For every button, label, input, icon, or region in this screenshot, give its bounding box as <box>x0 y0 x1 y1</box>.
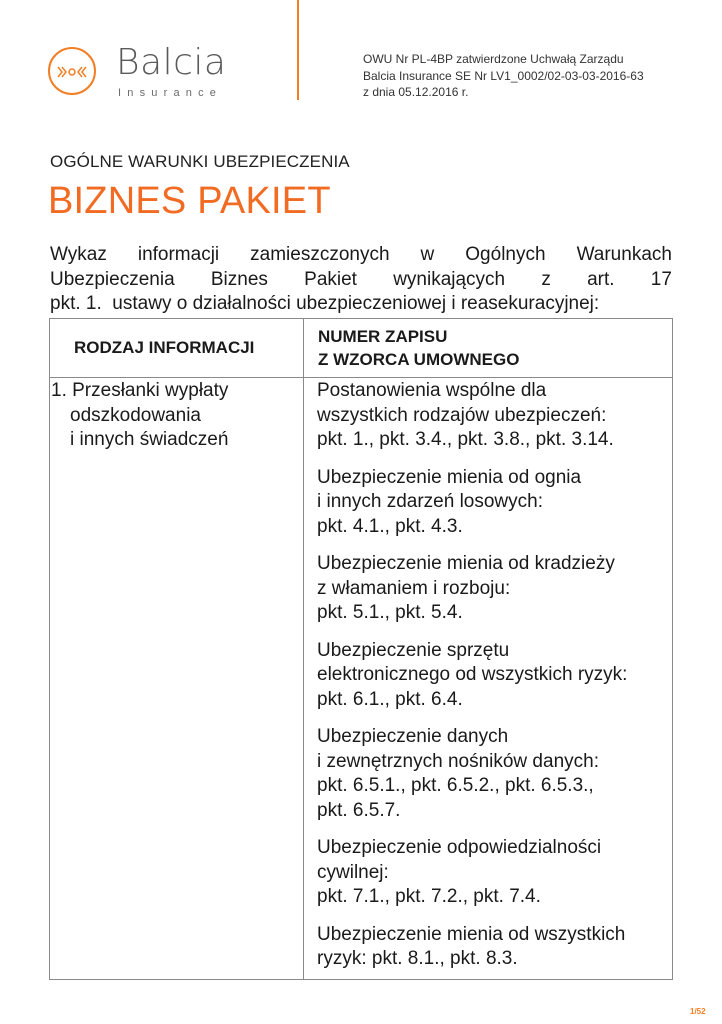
column-header-record-number <box>318 325 519 371</box>
provision-group <box>317 923 667 972</box>
intro-word: zamieszczonych <box>250 244 390 265</box>
group-line: pkt. 7.1., pkt. 7.2., pkt. 7.4. <box>317 886 541 907</box>
intro-word: z <box>541 268 551 290</box>
group-line: pkt. 4.1., pkt. 4.3. <box>317 515 463 537</box>
logo-wordmark: Balcia <box>116 42 227 83</box>
logo-emblem-icon <box>48 47 96 95</box>
header-line: NUMER ZAPISU <box>318 327 448 346</box>
header-line: Z WZORCA UMOWNEGO <box>318 350 520 369</box>
intro-word: art. <box>587 268 615 290</box>
provision-group <box>317 379 667 453</box>
logo-subtitle: Insurance <box>118 87 223 99</box>
group-line: Ubezpieczenie mienia od kradzieży <box>317 553 615 574</box>
group-line: z włamaniem i rozboju: <box>317 577 511 599</box>
intro-line <box>50 243 672 268</box>
approval-line: Balcia Insurance SE Nr LV1_0002/02-03-03-2016-63 <box>363 68 644 83</box>
group-line: cywilnej: <box>317 861 389 883</box>
group-line: i zewnętrznych nośników danych: <box>317 750 599 772</box>
document-title: BIZNES PAKIET <box>48 180 331 222</box>
intro-paragraph <box>50 243 672 317</box>
provision-group <box>317 466 667 540</box>
group-line: pkt. 6.5.7. <box>317 799 401 821</box>
intro-word: Warunkach <box>576 244 672 265</box>
cell-line: i innych świadczeń <box>70 429 229 450</box>
group-line: pkt. 6.5.1., pkt. 6.5.2., pkt. 6.5.3., <box>317 775 594 796</box>
page-number: 1/52 <box>690 1007 706 1016</box>
intro-word: Biznes <box>210 268 268 290</box>
provision-group <box>317 725 667 823</box>
group-line: elektronicznego od wszystkich ryzyk: <box>317 664 628 685</box>
header-divider <box>297 0 299 100</box>
group-line: wszystkich rodzajów ubezpieczeń: <box>317 404 607 426</box>
provision-group <box>317 836 667 910</box>
provision-group <box>317 639 667 713</box>
column-header-info-type: RODZAJ INFORMACJI <box>74 338 255 357</box>
group-line: Ubezpieczenie danych <box>317 726 509 747</box>
company-logo <box>48 44 238 102</box>
intro-word: Ubezpieczenia <box>50 268 175 290</box>
document-subtitle: OGÓLNE WARUNKI UBEZPIECZENIA <box>50 152 350 171</box>
intro-word: informacji <box>137 244 220 265</box>
group-line: Postanowienia wspólne dla <box>317 380 547 401</box>
intro-word: w <box>420 244 435 265</box>
group-line: pkt. 6.1., pkt. 6.4. <box>317 688 463 710</box>
group-line: pkt. 5.1., pkt. 5.4. <box>317 602 463 623</box>
cell-line: 1. Przesłanki wypłaty <box>51 380 229 401</box>
approval-note <box>363 51 644 101</box>
group-line: pkt. 1., pkt. 3.4., pkt. 3.8., pkt. 3.14. <box>317 429 614 450</box>
intro-word: wynikających <box>393 268 506 290</box>
group-line: Ubezpieczenie odpowiedzialności <box>317 837 602 858</box>
group-line: ryzyk: pkt. 8.1., pkt. 8.3. <box>317 948 518 969</box>
intro-word: Wykaz <box>50 244 107 265</box>
header-row-divider <box>50 377 672 378</box>
column-divider <box>303 319 304 979</box>
intro-word: 17 <box>650 268 672 290</box>
group-line: Ubezpieczenie mienia od wszystkich <box>317 923 626 945</box>
information-table <box>49 318 673 980</box>
info-type-cell <box>51 379 228 453</box>
provision-group <box>317 552 667 626</box>
group-line: i innych zdarzeń losowych: <box>317 491 543 512</box>
group-line: Ubezpieczenie mienia od ognia <box>317 466 582 488</box>
approval-line: OWU Nr PL-4BP zatwierdzone Uchwałą Zarządu <box>363 52 624 66</box>
record-number-cell <box>317 379 667 985</box>
cell-line: odszkodowania <box>70 404 201 426</box>
intro-word: Ogólnych <box>465 244 546 265</box>
intro-word: Pakiet <box>304 268 357 290</box>
group-line: Ubezpieczenie sprzętu <box>317 639 510 661</box>
intro-line: pkt. 1. ustawy o działalności ubezpieczeniowej i reasekuracyjnej: <box>50 293 600 314</box>
intro-line <box>50 268 672 293</box>
approval-line: z dnia 05.12.2016 r. <box>363 85 469 99</box>
